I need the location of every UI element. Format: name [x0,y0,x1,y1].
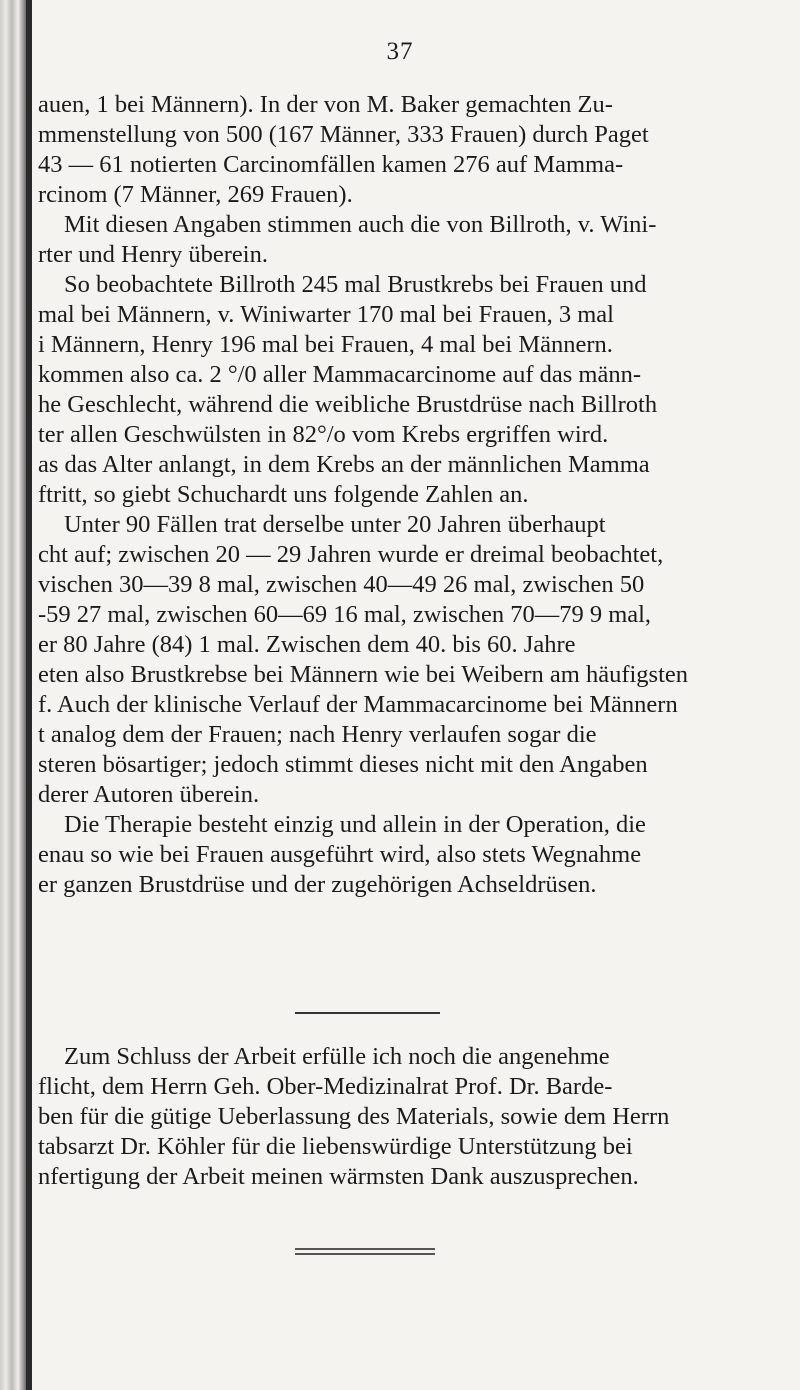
text-line: flicht, dem Herrn Geh. Ober-Medizinalrat Prof. Dr. Barde- [38,1073,613,1100]
text-line: f. Auch der klinische Verlauf der Mammacarcinome bei Männern [38,691,678,718]
text-line: enau so wie bei Frauen ausgeführt wird, also stets Wegnahme [38,841,642,868]
text-line: kommen also ca. 2 °/0 aller Mammacarcinome auf das männ- [38,361,642,388]
text-line: er 80 Jahre (84) 1 mal. Zwischen dem 40. bis 60. Jahre [38,631,576,658]
section-divider [295,1012,440,1014]
text-line: nfertigung der Arbeit meinen wärmsten Dank auszusprechen. [38,1163,639,1190]
text-line: t analog dem der Frauen; nach Henry verlaufen sogar die [38,721,597,748]
text-line: 43 — 61 notierten Carcinomfällen kamen 276 auf Mamma- [38,151,624,178]
text-line: ben für die gütige Ueberlassung des Materials, sowie dem Herrn [38,1103,670,1130]
text-line: er ganzen Brustdrüse und der zugehörigen Achseldrüsen. [38,871,597,898]
text-line: -59 27 mal, zwischen 60—69 16 mal, zwischen 70—79 9 mal, [38,601,652,628]
text-line: ter allen Geschwülsten in 82°/o vom Krebs ergriffen wird. [38,421,609,448]
text-line: i Männern, Henry 196 mal bei Frauen, 4 mal bei Männern. [38,331,613,358]
text-line: cht auf; zwischen 20 — 29 Jahren wurde er dreimal beobachtet, [38,541,664,568]
text-line: Unter 90 Fällen trat derselbe unter 20 Jahren überhaupt [64,511,606,538]
page-number: 37 [386,38,414,65]
text-line: derer Autoren überein. [38,781,260,808]
end-rule [295,1253,435,1255]
text-line: Die Therapie besteht einzig und allein in der Operation, die [64,811,646,838]
text-line: mal bei Männern, v. Winiwarter 170 mal bei Frauen, 3 mal [38,301,614,328]
binding-edge [26,0,32,1390]
text-line: Mit diesen Angaben stimmen auch die von Billroth, v. Wini- [64,211,657,238]
text-line: auen, 1 bei Männern). In der von M. Baker gemachten Zu- [38,91,613,118]
text-line: rter und Henry überein. [38,241,268,268]
text-line: rcinom (7 Männer, 269 Frauen). [38,181,353,208]
text-line: ftritt, so giebt Schuchardt uns folgende Zahlen an. [38,481,529,508]
text-line: vischen 30—39 8 mal, zwischen 40—49 26 mal, zwischen 50 [38,571,645,598]
end-rule [295,1248,435,1250]
text-line: tabsarzt Dr. Köhler für die liebenswürdige Unterstützung bei [38,1133,633,1160]
text-line: Zum Schluss der Arbeit erfülle ich noch die angenehme [64,1043,610,1070]
text-line: as das Alter anlangt, in dem Krebs an der männlichen Mamma [38,451,650,478]
text-line: mmenstellung von 500 (167 Männer, 333 Frauen) durch Paget [38,121,649,148]
text-line: So beobachtete Billroth 245 mal Brustkrebs bei Frauen und [64,271,647,298]
text-line: steren bösartiger; jedoch stimmt dieses nicht mit den Angaben [38,751,648,778]
text-line: he Geschlecht, während die weibliche Brustdrüse nach Billroth [38,391,658,418]
text-line: eten also Brustkrebse bei Männern wie bei Weibern am häufigsten [38,661,689,688]
